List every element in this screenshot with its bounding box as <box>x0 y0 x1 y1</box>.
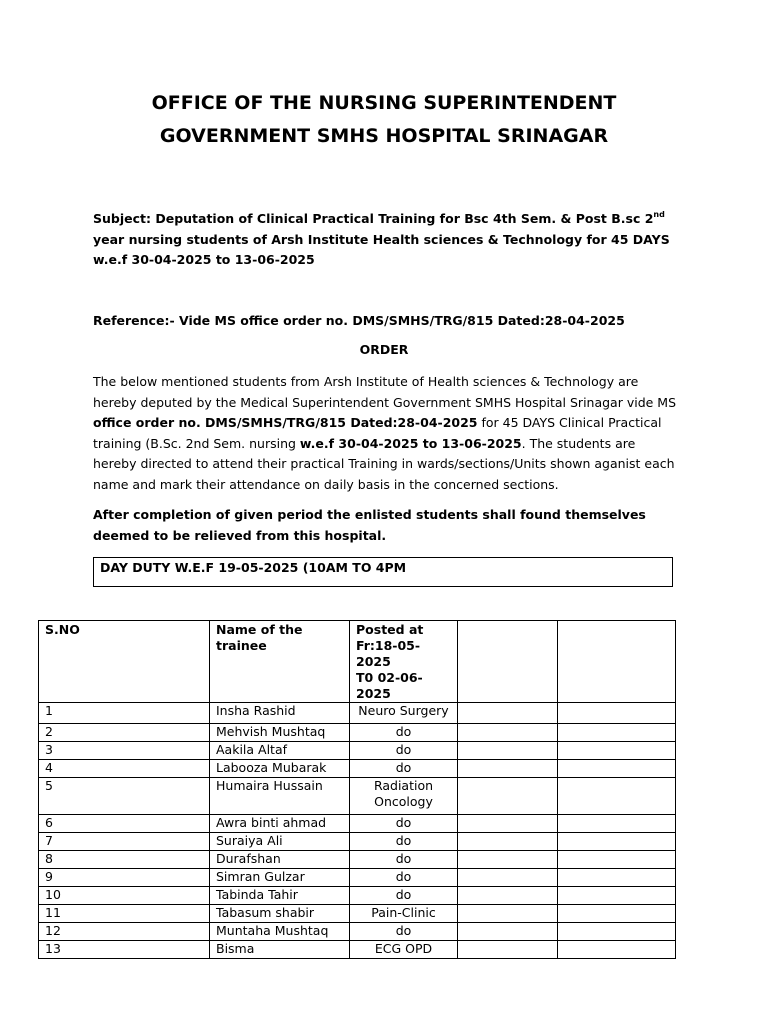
table-row <box>39 887 676 905</box>
header-posted <box>350 621 458 703</box>
subject-text-b: year nursing students of Arsh Institute Health sciences & Technology for 45 DAYS w.e.f 30-04-2025 to 13-06-2025 <box>93 231 670 268</box>
table-row <box>39 778 676 815</box>
row-name: Awra binti ahmad <box>210 815 350 833</box>
table-header-row <box>39 621 676 703</box>
row-sno: 1 <box>39 703 210 724</box>
row-posted-line2: Oncology <box>374 794 433 809</box>
row-empty <box>558 760 676 778</box>
row-empty <box>558 833 676 851</box>
row-empty <box>558 742 676 760</box>
row-sno: 4 <box>39 760 210 778</box>
row-sno: 9 <box>39 869 210 887</box>
row-posted: Neuro Surgery <box>350 703 458 724</box>
row-sno: 12 <box>39 923 210 941</box>
row-sno: 8 <box>39 851 210 869</box>
row-posted <box>350 778 458 815</box>
row-sno: 5 <box>39 778 210 815</box>
row-sno: 3 <box>39 742 210 760</box>
table-row <box>39 923 676 941</box>
row-posted: do <box>350 815 458 833</box>
row-name: Aakila Altaf <box>210 742 350 760</box>
row-empty <box>558 923 676 941</box>
row-sno: 11 <box>39 905 210 923</box>
row-name: Labooza Mubarak <box>210 760 350 778</box>
row-name: Durafshan <box>210 851 350 869</box>
row-empty <box>558 778 676 815</box>
row-posted: do <box>350 923 458 941</box>
row-sno: 7 <box>39 833 210 851</box>
subject-text-a: Subject: Deputation of Clinical Practical Training for Bsc 4th Sem. & Post B.sc 2 <box>93 211 654 226</box>
header-name-line1: Name of the <box>216 622 303 637</box>
row-empty <box>558 724 676 742</box>
row-posted: ECG OPD <box>350 941 458 959</box>
table-row <box>39 760 676 778</box>
table-row <box>39 941 676 959</box>
row-posted: do <box>350 760 458 778</box>
row-sno: 10 <box>39 887 210 905</box>
row-empty <box>458 923 558 941</box>
row-sno: 6 <box>39 815 210 833</box>
order-heading: ORDER <box>359 342 409 357</box>
row-name: Tabinda Tahir <box>210 887 350 905</box>
table-row <box>39 815 676 833</box>
row-empty <box>458 941 558 959</box>
body-text-1: The below mentioned students from Arsh Institute of Health sciences & Technology are hereby deputed by the Medical Superintendent Government SMHS Hospital Srinagar vide MS <box>93 374 677 410</box>
trainee-table <box>38 620 676 959</box>
row-empty <box>458 742 558 760</box>
row-empty <box>458 833 558 851</box>
hospital-title: GOVERNMENT SMHS HOSPITAL SRINAGAR <box>159 125 609 147</box>
row-posted: Pain-Clinic <box>350 905 458 923</box>
body-text-2: for 45 DAYS Clinical Practical training (B.Sc. 2nd Sem. nursing <box>93 415 662 451</box>
table-row <box>39 742 676 760</box>
table-row <box>39 703 676 724</box>
row-empty <box>558 905 676 923</box>
table-row <box>39 833 676 851</box>
header-posted-line1: Posted at <box>356 622 424 637</box>
row-empty <box>558 869 676 887</box>
row-empty <box>458 703 558 724</box>
row-name: Simran Gulzar <box>210 869 350 887</box>
header-empty-2 <box>558 621 676 703</box>
order-body <box>93 372 678 496</box>
table-row <box>39 905 676 923</box>
row-empty <box>558 703 676 724</box>
completion-note: After completion of given period the enlisted students shall found themselves deemed to be relieved from this hospital. <box>93 507 646 543</box>
row-name: Insha Rashid <box>210 703 350 724</box>
row-empty <box>458 815 558 833</box>
table-row <box>39 724 676 742</box>
subject-superscript: nd <box>653 209 665 219</box>
row-empty <box>458 778 558 815</box>
row-empty <box>458 760 558 778</box>
header-empty-1 <box>458 621 558 703</box>
header-posted-line2: Fr:18-05-2025 <box>356 638 421 669</box>
row-empty <box>458 724 558 742</box>
header-posted-line3: T0 02-06-2025 <box>356 670 423 701</box>
row-name: Bisma <box>210 941 350 959</box>
table-row <box>39 851 676 869</box>
day-duty-box: DAY DUTY W.E.F 19-05-2025 (10AM TO 4PM <box>93 557 673 587</box>
body-text-3: . The students are hereby directed to attend their practical Training in wards/sections/Units shown aganist each name and mark their attendance on daily basis in the concerned sections. <box>93 435 675 492</box>
reference-line: Reference:- Vide MS office order no. DMS/SMHS/TRG/815 Dated:28-04-2025 <box>93 313 625 328</box>
row-posted: do <box>350 869 458 887</box>
row-empty <box>558 887 676 905</box>
header-sno: S.NO <box>39 621 210 703</box>
row-name: Suraiya Ali <box>210 833 350 851</box>
body-dates: w.e.f 30-04-2025 to 13-06-2025 <box>299 435 522 451</box>
office-title: OFFICE OF THE NURSING SUPERINTENDENT <box>151 92 617 114</box>
row-empty <box>558 941 676 959</box>
header-name <box>210 621 350 703</box>
body-order-ref: office order no. DMS/SMHS/TRG/815 Dated:28-04-2025 <box>93 415 478 431</box>
row-empty <box>458 869 558 887</box>
table-row <box>39 869 676 887</box>
row-sno: 2 <box>39 724 210 742</box>
subject-line <box>93 209 678 271</box>
row-sno: 13 <box>39 941 210 959</box>
row-posted: do <box>350 724 458 742</box>
row-posted: do <box>350 833 458 851</box>
row-name: Muntaha Mushtaq <box>210 923 350 941</box>
row-name: Tabasum shabir <box>210 905 350 923</box>
row-empty <box>558 815 676 833</box>
row-name: Humaira Hussain <box>210 778 350 815</box>
row-posted-line1: Radiation <box>373 778 434 793</box>
row-posted: do <box>350 742 458 760</box>
row-empty <box>458 887 558 905</box>
row-name: Mehvish Mushtaq <box>210 724 350 742</box>
row-empty <box>458 851 558 869</box>
row-posted: do <box>350 887 458 905</box>
row-empty <box>558 851 676 869</box>
header-name-line2: trainee <box>216 638 267 653</box>
row-empty <box>458 905 558 923</box>
row-posted: do <box>350 851 458 869</box>
